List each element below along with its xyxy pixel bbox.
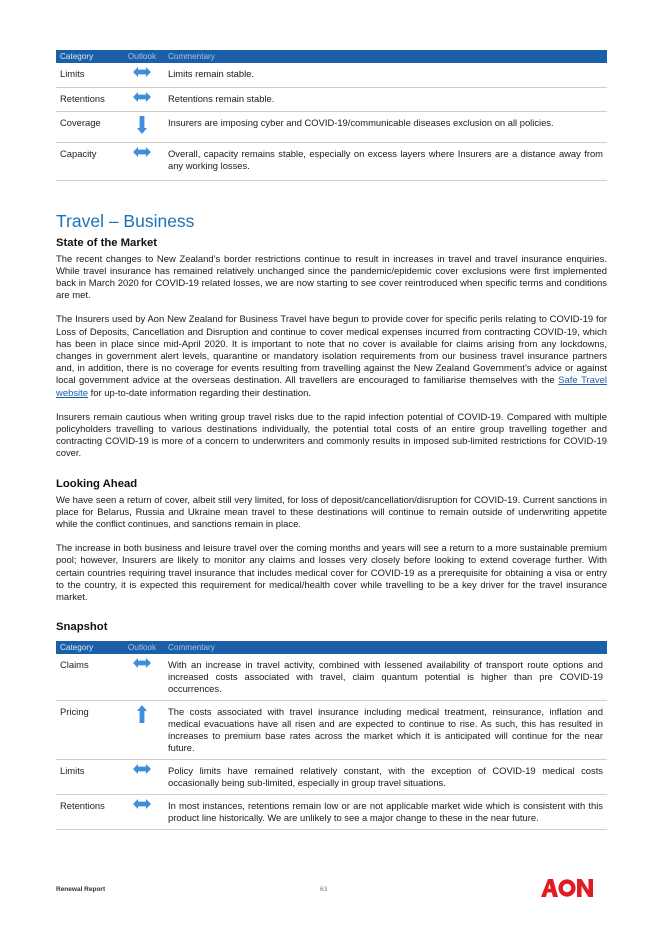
table-row xyxy=(56,760,607,795)
row-commentary: In most instances, retentions remain low or are not applicable market wide which is consistent with this product line historically. We are unlikely to see a major change to these in the near future. xyxy=(164,795,607,830)
row-commentary: The costs associated with travel insurance including medical treatment, reinsurance, inflation and medical evacuations have all risen and are expected to continue to rise. As such, this has resulted in increases to premium base rates across the market which it is anticipated will continue for the near future. xyxy=(164,701,607,760)
state-paragraph-3: Insurers remain cautious when writing group travel risks due to the rapid infection potential of COVID-19. Compared with multiple policyholders travelling to various destinations individually, the potential total costs of an entire group travelling together and contracting COVID-19 is more of a concern to underwriters and commonly results in imposed sub-limited restrictions for COVID-19 cover. xyxy=(56,411,607,460)
safe-travel-link[interactable]: Safe Travel website xyxy=(56,375,607,399)
table-row xyxy=(56,654,607,701)
row-category: Limits xyxy=(56,63,120,87)
state-of-market-heading: State of the Market xyxy=(56,236,158,249)
row-category: Claims xyxy=(56,654,120,701)
row-category: Capacity xyxy=(56,142,120,180)
row-category: Pricing xyxy=(56,701,120,760)
footer-report-name: Renewal Report xyxy=(56,886,106,893)
aon-logo-icon xyxy=(541,878,593,898)
header-category: Category xyxy=(56,50,120,63)
table-row xyxy=(56,142,607,180)
snapshot-heading: Snapshot xyxy=(56,621,108,634)
state-paragraph-2-end: for up-to-date information regarding their destination. xyxy=(88,387,311,399)
row-category: Retentions xyxy=(56,87,120,111)
row-commentary: Policy limits have remained relatively constant, with the exception of COVID-19 medical costs occasionally being sub-limited, especially in group travel situations. xyxy=(164,760,607,795)
state-paragraph-1: The recent changes to New Zealand’s border restrictions continue to result in increases in travel and travel insurance enquiries. While travel insurance has remained relatively unchanged since the pandemic/epidemic cover exclusions were first implemented back in March 2020 for COVID-19 related losses, we are now starting to see cover reintroduced when specific terms and conditions are met. xyxy=(56,253,607,302)
row-commentary: Retentions remain stable. xyxy=(164,87,607,111)
stable-arrow-icon xyxy=(133,92,151,102)
header-outlook: Outlook xyxy=(120,641,164,654)
row-category: Limits xyxy=(56,760,120,795)
row-commentary: Limits remain stable. xyxy=(164,63,607,87)
table-header-row xyxy=(56,641,607,654)
table-row xyxy=(56,63,607,87)
header-category: Category xyxy=(56,641,120,654)
table-row xyxy=(56,701,607,760)
ahead-paragraph-1: We have seen a return of cover, albeit still very limited, for loss of deposit/cancellation/disruption for COVID-19. Current sanctions in place for Belarus, Russia and Ukraine mean travel to these destinations will continue to remain outside of underwriting appetite while the conflict continues, and sanctions remain in place. xyxy=(56,494,607,530)
looking-ahead-heading: Looking Ahead xyxy=(56,477,138,490)
header-commentary: Commentary xyxy=(164,50,607,63)
row-commentary: Overall, capacity remains stable, especially on excess layers where Insurers are a distance away from any working losses. xyxy=(164,142,607,180)
section-title: Travel – Business xyxy=(56,210,195,231)
outlook-table-top xyxy=(56,50,607,181)
down-arrow-icon xyxy=(137,116,147,134)
stable-arrow-icon xyxy=(133,147,151,157)
state-paragraph-2 xyxy=(56,314,607,399)
header-outlook: Outlook xyxy=(120,50,164,63)
stable-arrow-icon xyxy=(133,764,151,774)
page-content xyxy=(56,50,607,830)
table-row xyxy=(56,795,607,830)
up-arrow-icon xyxy=(137,705,147,723)
ahead-paragraph-2: The increase in both business and leisure travel over the coming months and years will see a return to a more sustainable premium pool; however, Insurers are likely to monitor any claims and losses very closely before looking to extend coverage further. With certain countries requiring travel insurance that includes medical cover for COVID-19 as a prerequisite for obtaining a visa or entry to the country, it is expected this requirement for medical/health cover while travelling to be a key driver for the travel insurance market. xyxy=(56,543,607,603)
table-header-row xyxy=(56,50,607,63)
state-paragraph-2-text: The Insurers used by Aon New Zealand for Business Travel have begun to provide cover for specific perils relating to COVID-19 for Loss of Deposits, Cancellation and Disruption and continue to cover medical expenses incurred from contracting COVID-19, which has been in place since mid-April 2020. It is important to note that no cover is available for claims arising from any lockdowns, changes in government alert levels, quarantine or mandatory isolation requirements from our business travel insurance partners and, in addition, there is no coverage for events resulting from travelling against the New Zealand Government’s advice or against local government advice at the overseas destination. All travellers are encouraged to familiarise themselves with the xyxy=(56,314,607,387)
row-category: Coverage xyxy=(56,111,120,142)
row-commentary: With an increase in travel activity, combined with lessened availability of transport route options and increased costs associated with travel, claim quantum potential is higher than pre COVID-19 occurrences. xyxy=(164,654,607,701)
header-commentary: Commentary xyxy=(164,641,607,654)
table-row xyxy=(56,87,607,111)
stable-arrow-icon xyxy=(133,658,151,668)
page-number: 63 xyxy=(320,886,328,893)
aon-logo xyxy=(541,878,593,903)
stable-arrow-icon xyxy=(133,799,151,809)
stable-arrow-icon xyxy=(133,67,151,77)
table-row xyxy=(56,111,607,142)
row-commentary: Insurers are imposing cyber and COVID-19/communicable diseases exclusion on all policies. xyxy=(164,111,607,142)
row-category: Retentions xyxy=(56,795,120,830)
outlook-table-snapshot xyxy=(56,641,607,830)
